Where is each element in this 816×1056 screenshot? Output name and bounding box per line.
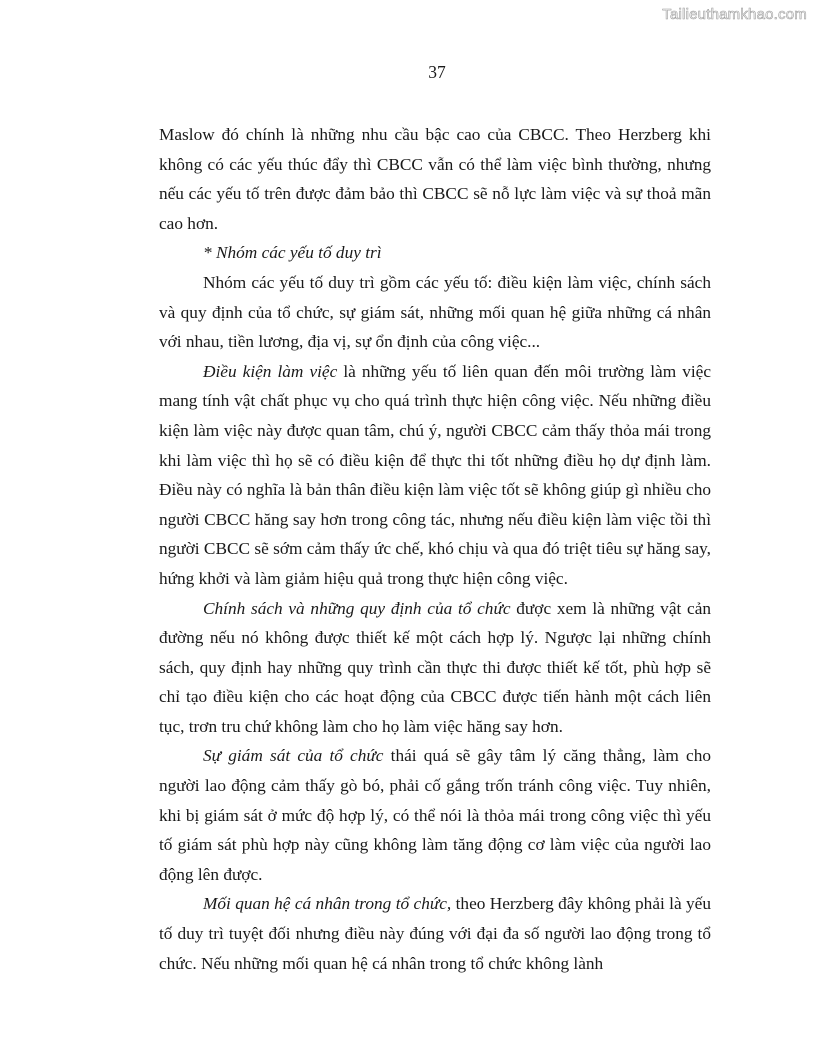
term-relationships: Mối quan hệ cá nhân trong tổ chức, [203, 894, 452, 914]
paragraph-policies [159, 594, 711, 742]
paragraph-working-conditions-text: là những yếu tố liên quan đến môi trường làm việc mang tính vật chất phục vụ cho quá trình thực hiện công việc. Nếu những điều kiện làm việc này được quan tâm, chú ý, người CBCC cảm thấy thỏa mái trong khi làm việc thì họ sẽ có điều kiện để thực thi tốt những điều họ dự định làm. Điều này có nghĩa là bản thân điều kiện làm việc tốt sẽ không giúp gì nhiều cho người CBCC hăng say hơn trong công tác, nhưng nếu điều kiện làm việc tồi thì người CBCC sẽ sớm cảm thấy ức chế, khó chịu và qua đó triệt tiêu sự hăng say, hứng khởi và làm giảm hiệu quả trong thực hiện công việc. [159, 361, 711, 588]
paragraph-policies-text: được xem là những vật cản đường nếu nó không được thiết kế một cách hợp lý. Ngược lại những chính sách, quy định hay những quy trình cần thực thi được thiết kế tốt, phù hợp sẽ chỉ tạo điều kiện cho các hoạt động của CBCC được tiến hành một cách liên tục, trơn tru chứ không làm cho họ làm việc hăng say hơn. [159, 598, 712, 736]
paragraph-supervision-text: thái quá sẽ gây tâm lý căng thẳng, làm cho người lao động cảm thấy gò bó, phải cố gắng trốn tránh công việc. Tuy nhiên, khi bị giám sát ở mức độ hợp lý, có thể nói là thỏa mái trong công việc thì yếu tố giám sát phù hợp này cũng không làm tăng động cơ làm việc của người lao động lên được. [159, 746, 711, 884]
document-body [159, 120, 711, 978]
term-working-conditions: Điều kiện làm việc [203, 361, 338, 381]
paragraph-supervision [159, 741, 711, 889]
term-policies: Chính sách và những quy định của tổ chức [203, 598, 511, 618]
paragraph-maintenance-factors-list: Nhóm các yếu tố duy trì gồm các yếu tố: điều kiện làm việc, chính sách và quy định của tổ chức, sự giám sát, những mối quan hệ giữa những cá nhân với nhau, tiền lương, địa vị, sự ổn định của công việc... [159, 272, 711, 352]
section-heading-maintenance-factors [159, 238, 711, 268]
term-supervision: Sự giám sát của tổ chức [203, 746, 384, 766]
section-heading-text: * Nhóm các yếu tố duy trì [203, 243, 382, 263]
page-number: 37 [428, 62, 446, 82]
paragraph-relationships [159, 889, 711, 978]
paragraph-maslow-continuation: Maslow đó chính là những nhu cầu bậc cao của CBCC. Theo Herzberg khi không có các yếu thúc đẩy thì CBCC vẫn có thể làm việc bình thường, nhưng nếu các yếu tố trên được đảm bảo thì CBCC sẽ nỗ lực làm việc và sự thoả mãn cao hơn. [159, 125, 711, 233]
paragraph-relationships-text: theo Herzberg đây không phải là yếu tố duy trì tuyệt đối nhưng điều này đúng với đại đa số người lao động trong tổ chức. Nếu những mối quan hệ cá nhân trong tổ chức không lành [159, 894, 711, 973]
watermark-text: Tailieuthamkhao.com [662, 6, 807, 23]
paragraph-working-conditions [159, 357, 711, 594]
